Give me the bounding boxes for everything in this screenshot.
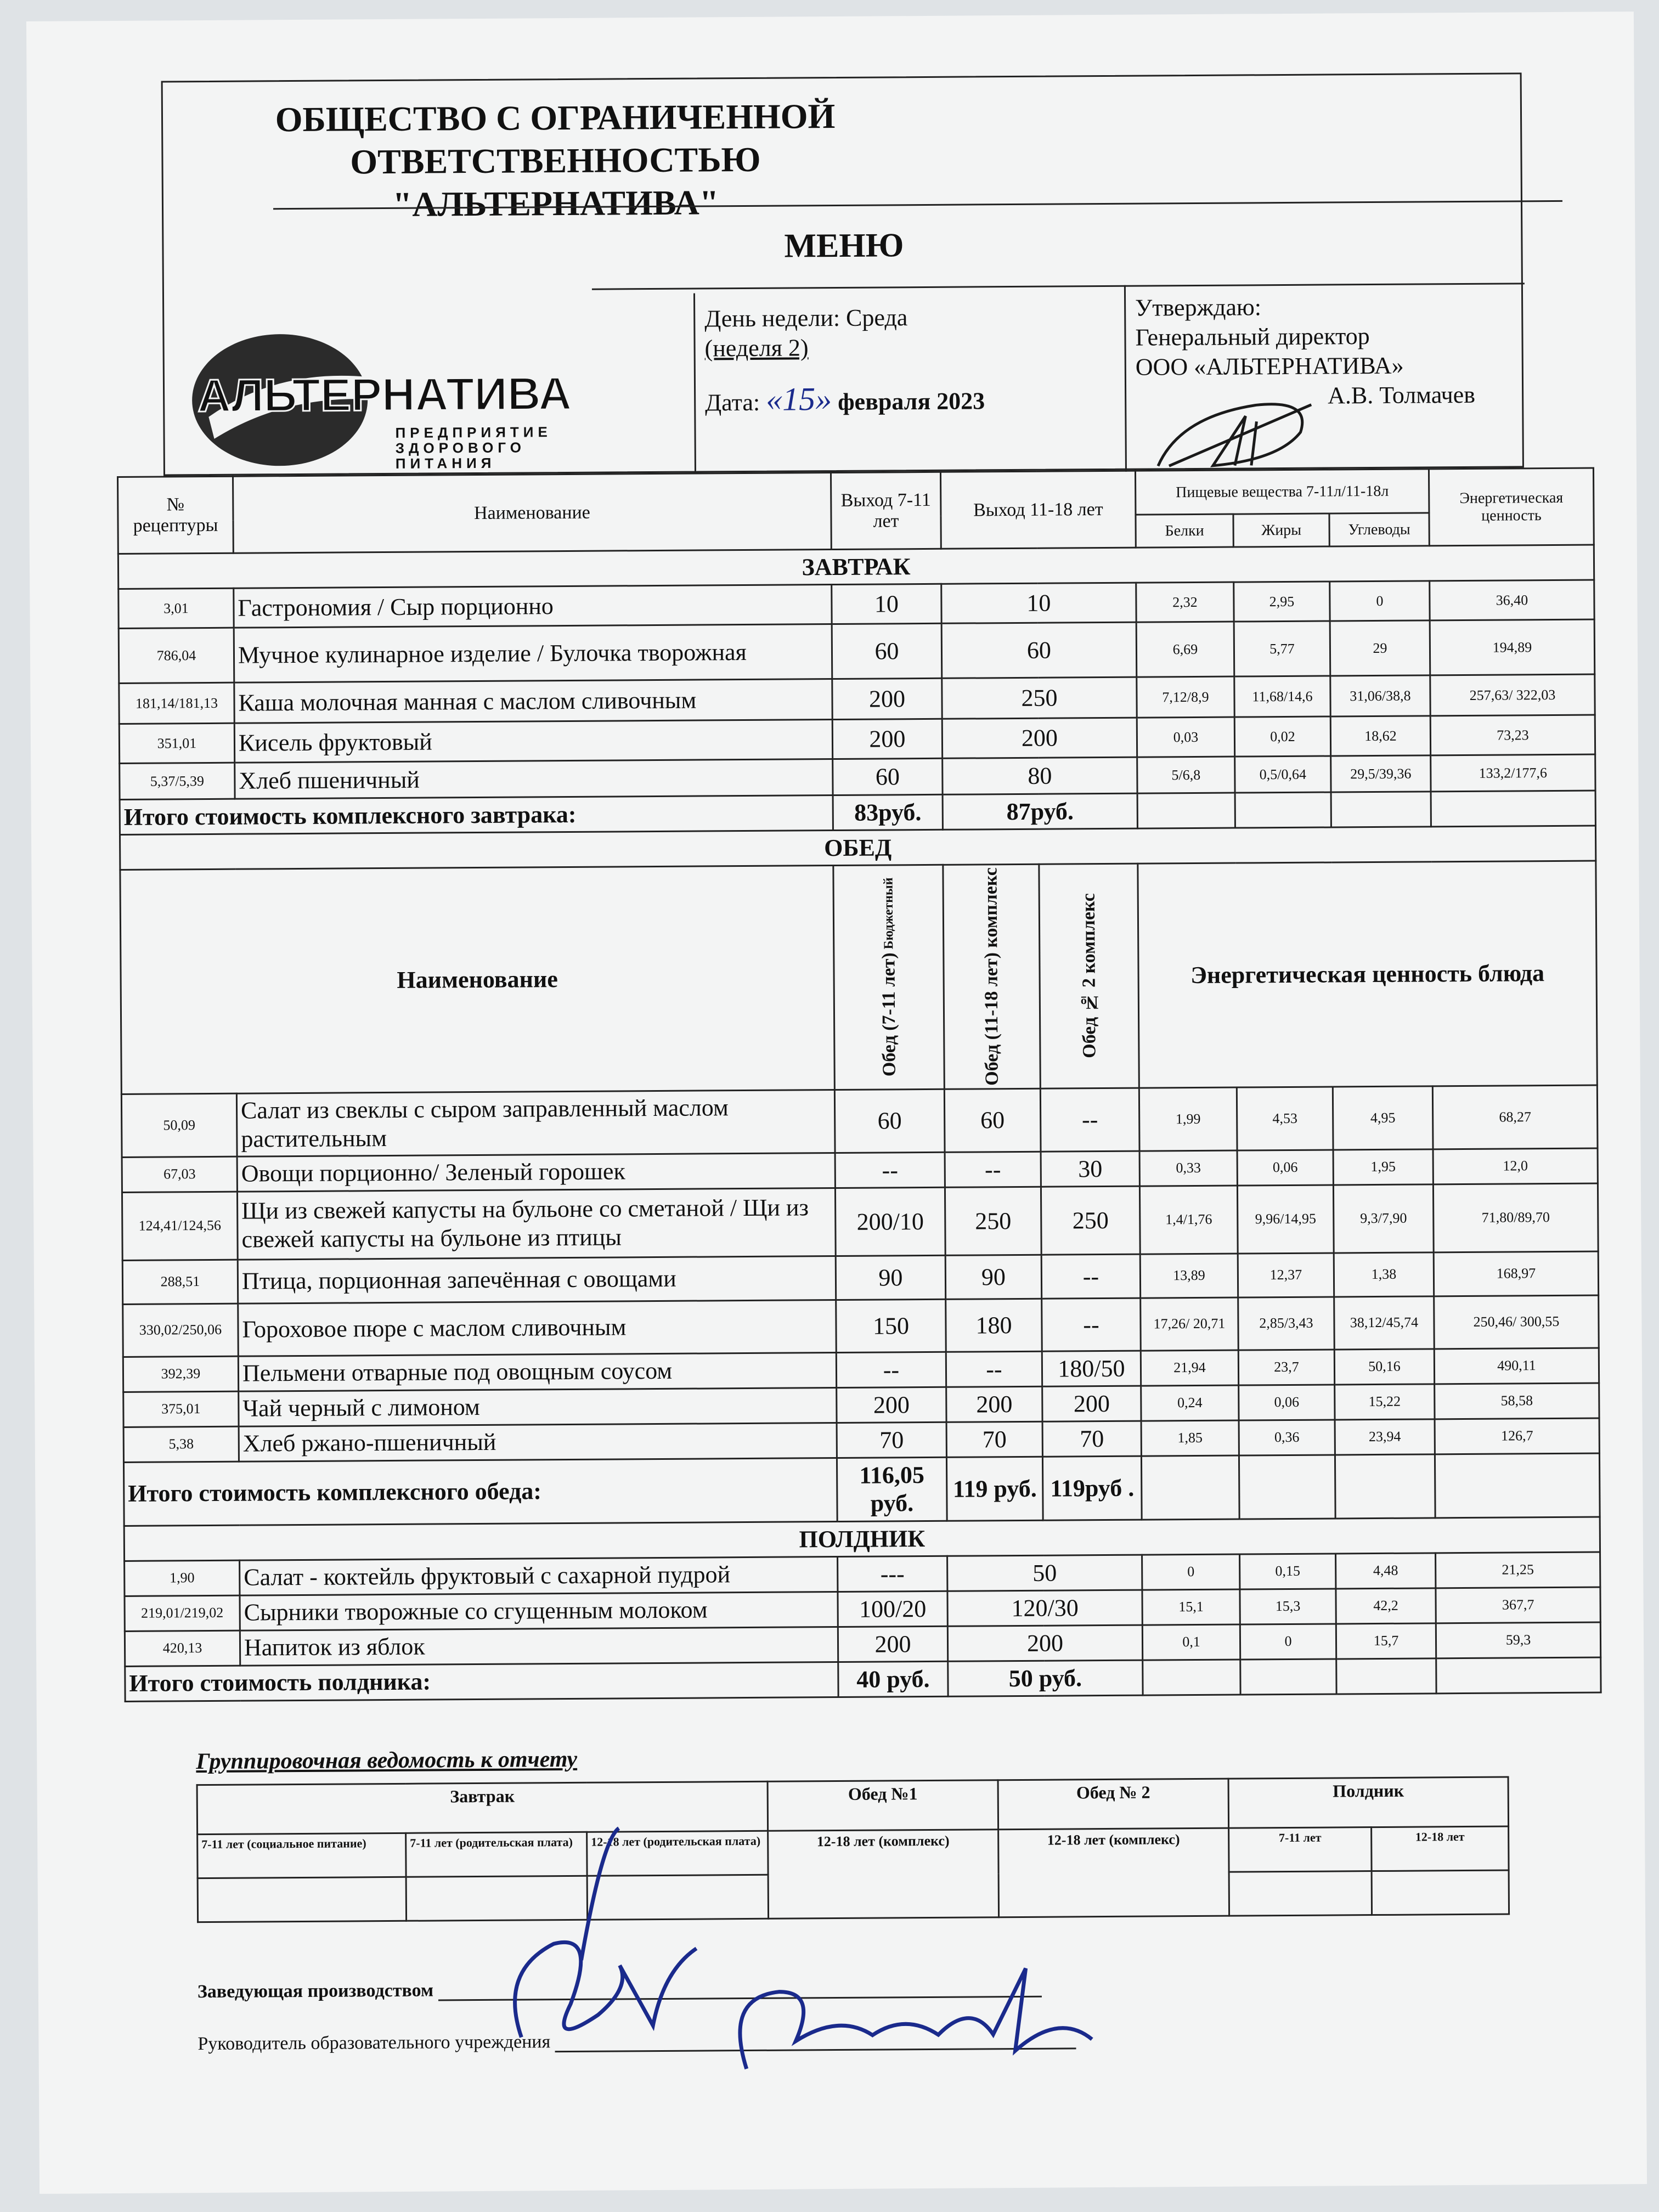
lunch-col-7-11-sublabel: Бюджетный (881, 877, 896, 953)
portion-7-11: 150 (836, 1299, 946, 1352)
fat-value: 0,15 (1240, 1554, 1336, 1589)
portion-lunch-2: -- (1041, 1254, 1140, 1299)
recipe-no: 3,01 (119, 588, 234, 628)
logo-word: АЛЬТЕРНАТИВА (197, 367, 572, 422)
portion-7-11: 200/10 (835, 1187, 945, 1256)
empty-cell (1239, 1455, 1335, 1519)
fat-value: 2,95 (1234, 582, 1330, 622)
total-label: Итого стоимость полдника: (125, 1662, 838, 1701)
dish-name: Напиток из яблок (240, 1627, 838, 1666)
portion-7-11: 100/20 (838, 1591, 947, 1627)
portion-7-11: 200 (838, 1626, 947, 1662)
recipe-no: 786,04 (119, 628, 234, 683)
lunch-col-energy: Энергетическая ценность блюда (1138, 861, 1598, 1088)
portion-7-11: 200 (832, 678, 942, 719)
header-box (161, 72, 1524, 476)
fat-value: 23,7 (1238, 1350, 1334, 1385)
protein-value: 1,99 (1139, 1087, 1237, 1151)
portion-11-18: -- (945, 1152, 1041, 1187)
energy-value: 250,46/ 300,55 (1434, 1295, 1599, 1349)
protein-value: 0,1 (1142, 1624, 1240, 1660)
energy-value: 257,63/ 322,03 (1430, 674, 1595, 716)
grp-breakfast: Завтрак (197, 1781, 768, 1834)
col-out-7-11: Выход 7-11 лет (831, 472, 941, 549)
total-price: 119 руб. (946, 1457, 1043, 1521)
org-line-1: ОБЩЕСТВО С ОГРАНИЧЕННОЙ ОТВЕТСТВЕННОСТЬЮ (275, 96, 836, 182)
date-prefix: Дата: (705, 388, 760, 416)
energy-value: 367,7 (1436, 1587, 1600, 1623)
protein-value: 1,85 (1141, 1420, 1239, 1456)
energy-value: 73,23 (1430, 715, 1595, 755)
fat-value: 5,77 (1234, 621, 1330, 676)
lunch-col-2-label: Обед № 2 комплекс (1078, 893, 1100, 1059)
portion-lunch-2: 70 (1042, 1421, 1141, 1457)
lunch-col-7-11 (833, 865, 944, 1090)
handwritten-signatures (487, 1803, 1147, 2092)
protein-value: 6,69 (1136, 622, 1234, 677)
dish-name: Овощи порционно/ Зеленый горошек (237, 1153, 835, 1192)
empty-cell (1331, 792, 1431, 827)
energy-value: 21,25 (1436, 1552, 1600, 1588)
carbs-value: 9,3/7,90 (1333, 1184, 1434, 1252)
carbs-value: 1,95 (1333, 1149, 1433, 1184)
fat-value: 2,85/3,43 (1238, 1297, 1335, 1350)
protein-value: 2,32 (1136, 582, 1234, 622)
dish-name: Пельмени отварные под овощным соусом (238, 1352, 836, 1391)
breakfast-section-title: ЗАВТРАК (118, 545, 1594, 589)
col-carbs: Углеводы (1329, 513, 1429, 546)
portion-7-11: 60 (832, 623, 942, 679)
total-price: 116,05 руб. (837, 1457, 947, 1521)
col-energy: Энергетическая ценность (1429, 468, 1594, 546)
dish-name: Птица, порционная запечённая с овощами (238, 1256, 836, 1304)
dish-name: Щи из свежей капусты на бульоне со сметаной / Щи из свежей капусты на бульоне из птицы (237, 1188, 836, 1260)
lunch-col-7-11-label: Обед (7-11 лет) Бюджетный (878, 877, 900, 1077)
grp-cell[interactable] (1372, 1870, 1509, 1915)
fat-value: 15,3 (1240, 1589, 1336, 1624)
energy-value: 490,11 (1434, 1348, 1599, 1384)
total-price: 119руб . (1042, 1456, 1142, 1520)
dish-name: Кисель фруктовый (234, 720, 832, 763)
table-row (123, 1295, 1599, 1357)
protein-value: 1,4/1,76 (1139, 1186, 1238, 1254)
portion-7-11: 60 (834, 1089, 945, 1153)
empty-cell (1436, 1657, 1601, 1694)
lunch-col-11-18 (943, 864, 1040, 1089)
grp-snack: Полдник (1228, 1777, 1509, 1828)
total-label: Итого стоимость комплексного завтрака: (120, 795, 833, 835)
portion-lunch-2: 180/50 (1042, 1351, 1141, 1386)
fat-value: 12,37 (1238, 1253, 1334, 1297)
portion-11-18: 80 (943, 757, 1137, 794)
lunch-col-11-18-label: Обед (11-18 лет) комплекс (980, 867, 1002, 1086)
grp-b3: 12-18 лет (родительская плата) (587, 1831, 768, 1876)
protein-value: 0 (1142, 1554, 1240, 1590)
portion-11-18: 90 (945, 1255, 1041, 1299)
dish-name: Чай черный с лимоном (239, 1387, 837, 1426)
energy-value: 12,0 (1433, 1148, 1598, 1184)
energy-value: 58,58 (1435, 1383, 1599, 1419)
carbs-value: 15,22 (1335, 1384, 1435, 1419)
approve-name: А.В. Толмачев (1327, 381, 1476, 409)
portion-11-18: 120/30 (947, 1590, 1142, 1626)
energy-value: 36,40 (1430, 580, 1594, 620)
dish-name: Мучное кулинарное изделие / Булочка творожная (234, 624, 832, 683)
fat-value: 4,53 (1237, 1087, 1333, 1150)
dish-name: Каша молочная манная с маслом сливочным (234, 679, 832, 724)
grp-cell[interactable] (198, 1877, 406, 1922)
director-signature (1147, 383, 1328, 477)
recipe-no: 181,14/181,13 (119, 682, 234, 724)
empty-cell (1235, 792, 1331, 828)
recipe-no: 5,37/5,39 (120, 763, 235, 799)
portion-11-18: -- (946, 1351, 1042, 1387)
col-recipe-no: № рецептуры (118, 476, 234, 554)
logo-graphic (175, 300, 593, 478)
approve-company: ООО «АЛЬТЕРНАТИВА» (1135, 352, 1404, 381)
carbs-value: 31,06/38,8 (1330, 675, 1430, 716)
fat-value: 0,5/0,64 (1235, 756, 1331, 793)
recipe-no: 420,13 (125, 1630, 240, 1666)
portion-7-11: 200 (837, 1387, 946, 1423)
protein-value: 0,03 (1137, 717, 1234, 757)
portion-7-11: -- (835, 1152, 945, 1188)
energy-value: 71,80/89,70 (1433, 1183, 1598, 1252)
divider (592, 283, 1525, 290)
protein-value: 21,94 (1141, 1350, 1238, 1386)
energy-value: 168,97 (1434, 1251, 1598, 1296)
col-nutrients: Пищевые вещества 7-11л/11-18л (1135, 469, 1429, 515)
menu-title: МЕНЮ (784, 227, 904, 265)
recipe-no: 330,02/250,06 (123, 1304, 239, 1357)
empty-cell (1141, 1455, 1239, 1520)
dish-name: Хлеб ржано-пшеничный (239, 1423, 837, 1462)
portion-7-11: --- (838, 1556, 947, 1592)
protein-value: 0,24 (1141, 1385, 1239, 1421)
recipe-no: 392,39 (123, 1356, 238, 1392)
grp-cell[interactable] (1229, 1871, 1372, 1916)
grouping-title: Группировочная ведомость к отчету (196, 1746, 578, 1775)
date-block (705, 379, 985, 419)
portion-11-18: 60 (944, 1088, 1041, 1152)
portion-7-11: -- (836, 1352, 946, 1387)
carbs-value: 42,2 (1336, 1588, 1436, 1623)
energy-value: 126,7 (1435, 1418, 1599, 1454)
protein-value: 7,12/8,9 (1137, 676, 1234, 718)
dish-name: Гастрономия / Сыр порционно (234, 585, 832, 628)
carbs-value: 4,48 (1336, 1553, 1436, 1588)
table-row (122, 1183, 1598, 1260)
grp-l2: 12-18 лет (комплекс) (998, 1828, 1229, 1917)
portion-7-11: 90 (836, 1255, 945, 1300)
portion-11-18: 10 (941, 583, 1136, 623)
total-price: 83руб. (833, 794, 943, 830)
portion-7-11: 10 (832, 584, 941, 624)
divider (693, 294, 696, 475)
carbs-value: 29 (1330, 620, 1430, 676)
total-row (123, 1453, 1600, 1526)
divider (1124, 285, 1127, 472)
manager-label: Заведующая производством (197, 1980, 434, 2002)
energy-value: 68,27 (1432, 1085, 1598, 1149)
grp-s1: 7-11 лет (1229, 1827, 1372, 1872)
portion-lunch-2: 30 (1041, 1151, 1139, 1187)
lunch-col-name: Наименование (120, 866, 834, 1094)
carbs-value: 4,95 (1333, 1086, 1433, 1149)
empty-cell (1137, 793, 1235, 828)
recipe-no: 124,41/124,56 (122, 1192, 238, 1260)
weekday-block (704, 303, 908, 363)
dish-name: Салат из свеклы с сыром заправленный маслом растительным (236, 1090, 835, 1156)
portion-11-18: 200 (942, 718, 1137, 758)
weekday-label: День недели: Среда (704, 304, 908, 332)
lunch-col-2 (1039, 864, 1139, 1088)
energy-value: 194,89 (1430, 619, 1595, 675)
empty-cell (1435, 1453, 1600, 1518)
portion-11-18: 50 (947, 1555, 1142, 1591)
empty-cell (1335, 1454, 1435, 1518)
week-label: (неделя 2) (704, 334, 809, 362)
table-row (119, 619, 1595, 683)
dish-name: Гороховое пюре с маслом сливочным (238, 1300, 837, 1356)
dish-name: Сырники творожные со сгущенным молоком (240, 1592, 838, 1630)
approve-position: Генеральный директор (1135, 323, 1370, 351)
empty-cell (1143, 1660, 1240, 1695)
date-month-year: февраля 2023 (837, 387, 985, 415)
empty-cell (1336, 1658, 1436, 1694)
portion-11-18: 200 (947, 1625, 1142, 1661)
logo-sub-3: ПИТАНИЯ (395, 454, 496, 472)
col-protein: Белки (1136, 514, 1233, 548)
portion-7-11: 60 (833, 758, 943, 795)
recipe-no: 288,51 (122, 1260, 238, 1304)
fat-value: 0,02 (1234, 716, 1330, 757)
grp-l1: 12-18 лет (комплекс) (768, 1830, 999, 1919)
recipe-no: 375,01 (123, 1391, 239, 1427)
energy-value: 133,2/177,6 (1431, 754, 1595, 792)
carbs-value: 15,7 (1336, 1623, 1436, 1658)
carbs-value: 29,5/39,36 (1331, 755, 1431, 792)
menu-table (117, 467, 1602, 1702)
col-out-11-18: Выход 11-18 лет (940, 471, 1136, 549)
snack-section-title: ПОЛДНИК (124, 1517, 1600, 1561)
head-label: Руководитель образовательного учреждения (198, 2032, 551, 2055)
total-price: 40 руб. (838, 1661, 948, 1697)
protein-value: 13,89 (1140, 1254, 1238, 1298)
recipe-no: 351,01 (119, 723, 234, 763)
protein-value: 15,1 (1142, 1589, 1240, 1625)
portion-11-18: 60 (941, 622, 1137, 678)
lunch-header-row (120, 861, 1597, 1094)
grp-b2: 7-11 лет (родительская плата) (406, 1832, 587, 1877)
grp-s2: 12-18 лет (1372, 1826, 1509, 1871)
portion-lunch-2: -- (1040, 1088, 1139, 1152)
recipe-no: 1,90 (125, 1560, 240, 1596)
dish-name: Салат - коктейль фруктовый с сахарной пудрой (240, 1556, 838, 1595)
recipe-no: 5,38 (123, 1426, 239, 1462)
carbs-value: 50,16 (1334, 1348, 1434, 1384)
carbs-value: 1,38 (1334, 1252, 1434, 1296)
fat-value: 9,96/14,95 (1237, 1185, 1334, 1254)
portion-7-11: 70 (837, 1422, 946, 1458)
energy-value: 59,3 (1436, 1622, 1600, 1658)
col-name: Наименование (233, 473, 832, 554)
recipe-no: 67,03 (122, 1156, 237, 1192)
dish-name: Хлеб пшеничный (235, 759, 833, 799)
company-logo (175, 300, 593, 478)
portion-11-18: 180 (946, 1299, 1042, 1352)
carbs-value: 38,12/45,74 (1334, 1296, 1435, 1349)
portion-11-18: 250 (942, 677, 1137, 719)
logo-sub-1: ПРЕДПРИЯТИЕ (395, 424, 552, 441)
col-fat: Жиры (1233, 514, 1329, 547)
carbs-value: 23,94 (1335, 1419, 1435, 1454)
fat-value: 11,68/14,6 (1234, 676, 1330, 717)
fat-value: 0 (1240, 1624, 1336, 1660)
total-price: 87руб. (943, 793, 1137, 830)
empty-cell (1431, 791, 1595, 827)
fat-value: 0,06 (1237, 1150, 1333, 1186)
recipe-no: 219,01/219,02 (125, 1595, 240, 1631)
grp-b1: 7-11 лет (социальное питание) (198, 1833, 406, 1878)
grp-lunch-2: Обед № 2 (998, 1779, 1229, 1830)
portion-11-18: 200 (946, 1386, 1042, 1422)
table-row (121, 1085, 1598, 1157)
recipe-no: 50,09 (121, 1093, 237, 1157)
carbs-value: 18,62 (1330, 716, 1430, 756)
total-price: 50 руб. (948, 1660, 1143, 1696)
approve-title: Утверждаю: (1135, 294, 1262, 321)
lunch-section-title: ОБЕД (120, 826, 1595, 870)
portion-lunch-2: 250 (1041, 1186, 1140, 1255)
fat-value: 0,06 (1239, 1385, 1335, 1420)
menu-sheet (26, 12, 1647, 2194)
total-label: Итого стоимость комплексного обеда: (123, 1458, 837, 1526)
logo-sub-2: ЗДОРОВОГО (395, 439, 526, 456)
portion-7-11: 200 (832, 719, 942, 759)
portion-lunch-2: 200 (1042, 1386, 1141, 1421)
org-line-2: "АЛЬТЕРНАТИВА" (392, 183, 719, 224)
fat-value: 0,36 (1239, 1420, 1335, 1455)
portion-11-18: 250 (945, 1187, 1041, 1255)
protein-value: 0,33 (1139, 1150, 1237, 1186)
empty-cell (1240, 1659, 1336, 1695)
carbs-value: 0 (1330, 581, 1430, 621)
portion-lunch-2: -- (1042, 1298, 1141, 1351)
protein-value: 17,26/ 20,71 (1141, 1297, 1239, 1351)
grp-lunch-1: Обед №1 (768, 1780, 998, 1831)
protein-value: 5/6,8 (1137, 757, 1235, 793)
date-day: «15» (765, 381, 832, 417)
portion-11-18: 70 (946, 1421, 1042, 1457)
